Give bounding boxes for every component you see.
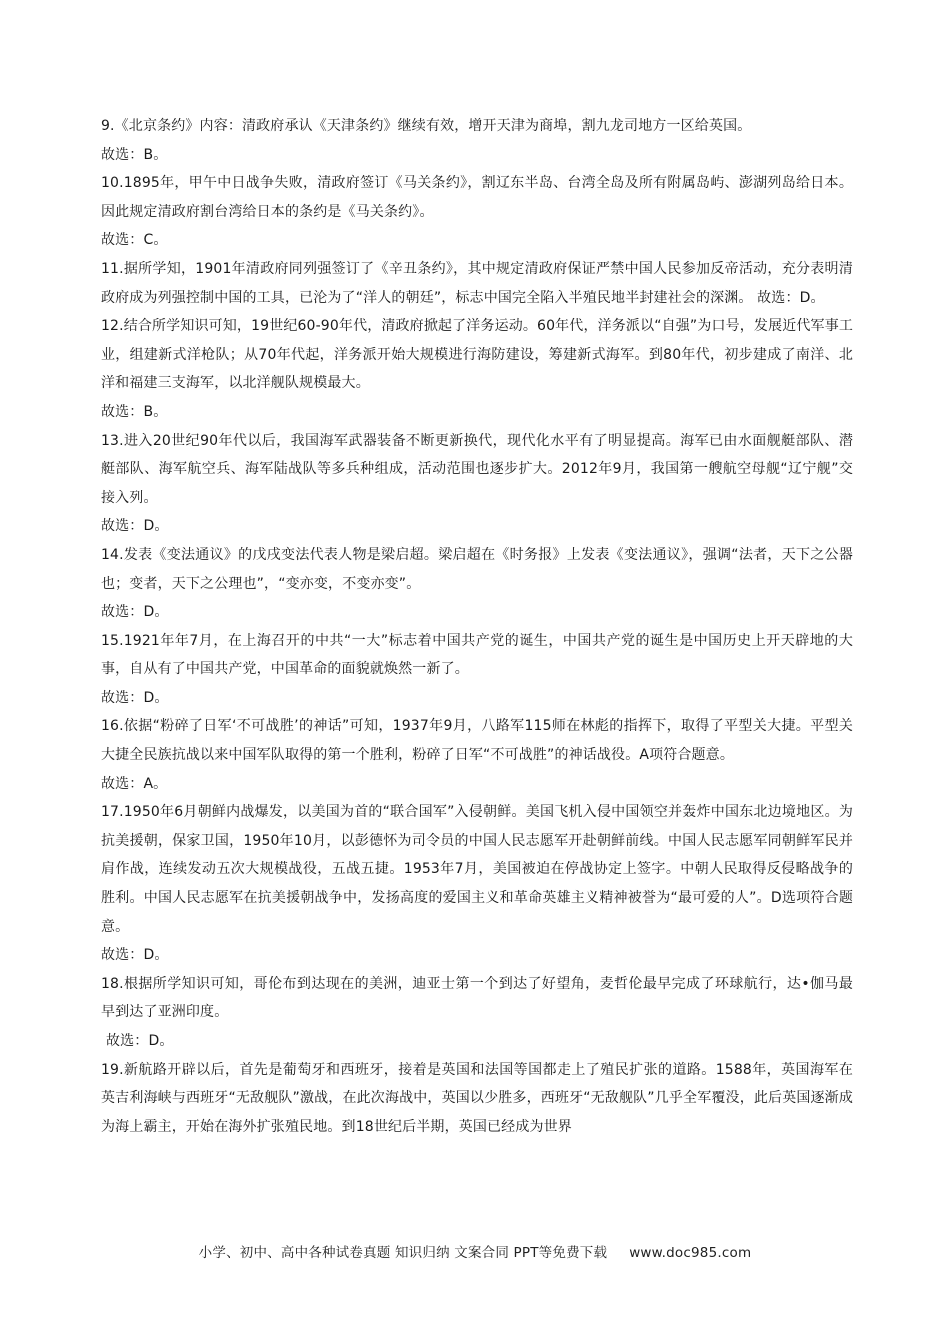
answer-18: 18.根据所学知识可知，哥伦布到达现在的美洲，迪亚士第一个到达了好望角，麦哲伦最早完成了环球航行，达•伽马最早到达了亚洲印度。 — [101, 975, 853, 1021]
document-body — [101, 112, 853, 1141]
answer-12: 12.结合所学知识可知，19世纪60-90年代，清政府掀起了洋务运动。60年代，洋务派以“自强”为口号，发展近代军事工业，组建新式洋枪队；从70年代起，洋务派开始大规模进行海防建设，筹建新式海军。到80年代，初步建成了南洋、北洋和福建三支海军，以北洋舰队规模最大。 — [101, 318, 853, 392]
answer-17: 17.1950年6月朝鲜内战爆发，以美国为首的“联合国军”入侵朝鲜。美国飞机入侵中国领空并轰炸中国东北边境地区。为抗美援朝，保家卫国，1950年10月，以彭德怀为司令员的中国人民志愿军开赴朝鲜前线。中国人民志愿军同朝鲜军民并肩作战，连续发动五次大规模战役，五战五捷。1953年7月，美国被迫在停战协定上签字。中朝人民取得反侵略战争的胜利。中国人民志愿军在抗美援朝战争中，发扬高度的爱国主义和革命英雄主义精神被誉为“最可爱的人”。D选项符合题意。 — [101, 804, 853, 935]
answer-17-choice: 故选：D。 — [101, 947, 169, 964]
answer-11: 11.据所学知，1901年清政府同列强签订了《辛丑条约》，其中规定清政府保证严禁中国人民参加反帝活动，充分表明清政府成为列强控制中国的工具，已沦为了“洋人的朝廷”，标志中国完全陷入半殖民地半封建社会的深渊。 故选：D。 — [101, 260, 853, 306]
answer-16: 16.依据“粉碎了日军‘不可战胜’的神话”可知，1937年9月，八路军115师在林彪的指挥下，取得了平型关大捷。平型关大捷全民族抗战以来中国军队取得的第一个胜利，粉碎了日军“不可战胜”的神话战役。A项符合题意。 — [101, 718, 853, 764]
answer-9: 9.《北京条约》内容：清政府承认《天津条约》继续有效，增开天津为商埠，割九龙司地方一区给英国。 — [101, 118, 752, 134]
answer-9-choice: 故选：B。 — [101, 146, 168, 163]
answer-10-choice: 故选：C。 — [101, 232, 168, 249]
answer-15-choice: 故选：D。 — [101, 689, 169, 706]
answer-16-choice: 故选：A。 — [101, 775, 168, 792]
answer-14-choice: 故选：D。 — [101, 604, 169, 621]
answer-12-choice: 故选：B。 — [101, 403, 168, 420]
footer-site-link[interactable]: www.doc985.com — [629, 1245, 752, 1261]
answer-19: 19.新航路开辟以后，首先是葡萄牙和西班牙，接着是英国和法国等国都走上了殖民扩张的道路。1588年，英国海军在英吉利海峡与西班牙“无敌舰队”激战，在此次海战中，英国以少胜多，西班牙“无敌舰队”几乎全军覆没，此后英国逐渐成为海上霸主，开始在海外扩张殖民地。到18世纪后半期，英国已经成为世界 — [101, 1061, 853, 1135]
answer-10: 10.1895年，甲午中日战争失败，清政府签订《马关条约》，割辽东半岛、台湾全岛及所有附属岛屿、澎湖列岛给日本。因此规定清政府割台湾给日本的条约是《马关条约》。 — [101, 175, 853, 220]
footer-text: 小学、初中、高中各种试卷真题 知识归纳 文案合同 PPT等免费下载 — [198, 1245, 608, 1261]
page-footer — [0, 1241, 950, 1261]
answer-13: 13.进入20世纪90年代以后，我国海军武器装备不断更新换代，现代化水平有了明显提高。海军已由水面舰艇部队、潜艇部队、海军航空兵、海军陆战队等多兵种组成，活动范围也逐步扩大。2012年9月，我国第一艘航空母舰“辽宁舰”交接入列。 — [101, 432, 853, 506]
answer-15: 15.1921年年7月，在上海召开的中共“一大”标志着中国共产党的诞生，中国共产党的诞生是中国历史上开天辟地的大事，自从有了中国共产党，中国革命的面貌就焕然一新了。 — [101, 632, 853, 678]
answer-14: 14.发表《变法通议》的戊戌变法代表人物是梁启超。梁启超在《时务报》上发表《变法通议》，强调“法者，天下之公器也；变者，天下之公理也”，“变亦变，不变亦变”。 — [101, 546, 853, 592]
answer-18-choice: 故选：D。 — [106, 1033, 174, 1049]
answer-13-choice: 故选：D。 — [101, 518, 169, 535]
